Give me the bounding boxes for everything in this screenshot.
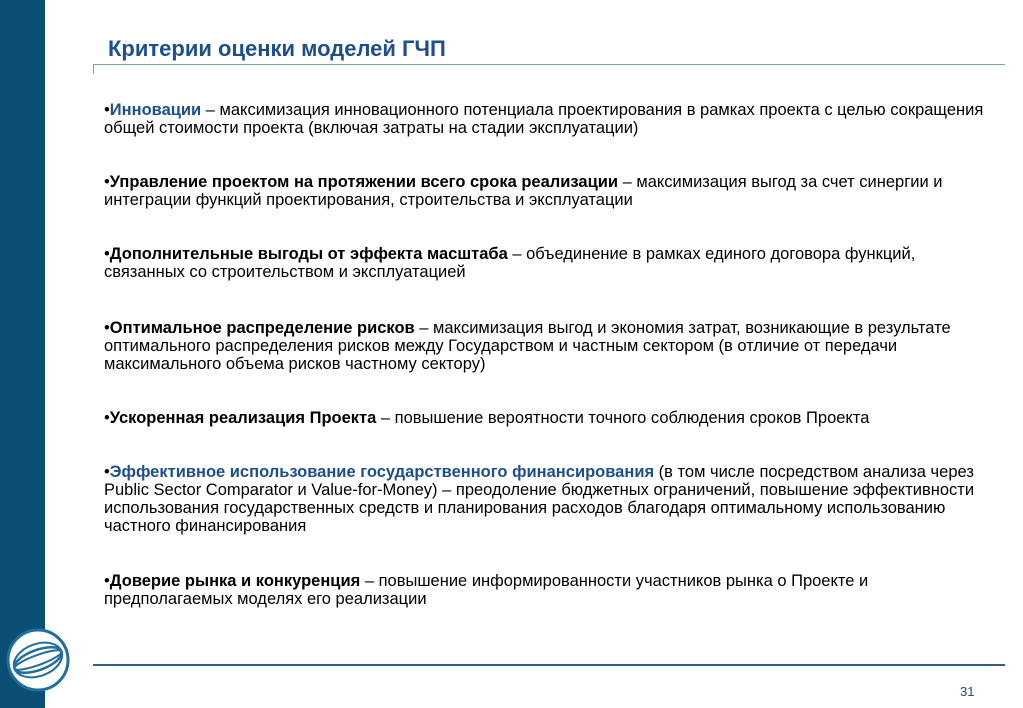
list-item: •Ускоренная реализация Проекта – повышение вероятности точного соблюдения сроков Проекта [104,409,870,427]
list-item: •Управление проектом на протяжении всего срока реализации – максимизация выгод за счет синергии и интеграции функций проектирования, строительства и эксплуатации [104,173,943,209]
criterion-description: – повышение вероятности точного соблюдения сроков Проекта [376,409,870,427]
list-item: •Оптимальное распределение рисков – максимизация выгод и экономия затрат, возникающие в результате оптимального распределения рисков между Государством и частным сектором (в отличие от передачи максимального объема рисков частному сектору) [104,319,951,373]
criterion-description: – максимизация выгод за счет синергии и интеграции функций проектирования, строительства и эксплуатации [104,173,943,209]
criterion-description: – повышение информированности участников рынка о Проекте и предполагаемых моделях его реализации [104,572,869,608]
criterion-description: (в том числе посредством анализа через Public Sector Comparator и Value-for-Money) – преодоление бюджетных ограничений, повышение эффективности использования государственных средств и планирования расходов благодаря оптимальному использованию частного финансирования [104,463,975,535]
criterion-term: Дополнительные выгоды от эффекта масштаба [109,245,508,263]
list-item: •Доверие рынка и конкуренция – повышение информированности участников рынка о Проекте и предполагаемых моделях его реализации [104,572,869,608]
criterion-term: Управление проектом на протяжении всего срока реализации [109,173,618,191]
criterion-term: Доверие рынка и конкуренция [109,572,361,590]
globe-logo-icon [6,628,70,692]
slide-title: Критерии оценки моделей ГЧП [108,36,446,61]
criterion-description: – объединение в рамках единого договора функций, связанных со строительством и эксплуатацией [104,245,916,281]
title-divider-tick [93,64,94,74]
left-decorative-band [0,0,45,708]
list-item: •Дополнительные выгоды от эффекта масштаба – объединение в рамках единого договора функций, связанных со строительством и эксплуатацией [104,245,916,281]
list-item: •Инновации – максимизация инновационного потенциала проектирования в рамках проекта с целью сокращения общей стоимости проекта (включая затраты на стадии эксплуатации) [104,101,984,137]
criteria-list [104,101,999,608]
title-divider [93,64,1005,65]
page-number: 31 [960,684,975,699]
criterion-term: Эффективное использование государственного финансирования [109,463,655,481]
criterion-description: – максимизация выгод и экономия затрат, возникающие в результате оптимального распределения рисков между Государством и частным сектором (в отличие от передачи максимального объема рисков частному сектору) [104,319,951,373]
criterion-description: – максимизация инновационного потенциала проектирования в рамках проекта с целью сокращения общей стоимости проекта (включая затраты на стадии эксплуатации) [104,101,984,137]
criterion-term: Ускоренная реализация Проекта [109,409,377,427]
footer-divider [93,664,1005,666]
criterion-term: Оптимальное распределение рисков [109,319,415,337]
criterion-term: Инновации [109,101,202,119]
list-item: •Эффективное использование государственного финансирования (в том числе посредством анализа через Public Sector Comparator и Value-for-Money) – преодоление бюджетных ограничений, повышение эффективности использования государственных средств и планирования расходов благодаря оптимальному использованию частного финансирования [104,463,975,535]
